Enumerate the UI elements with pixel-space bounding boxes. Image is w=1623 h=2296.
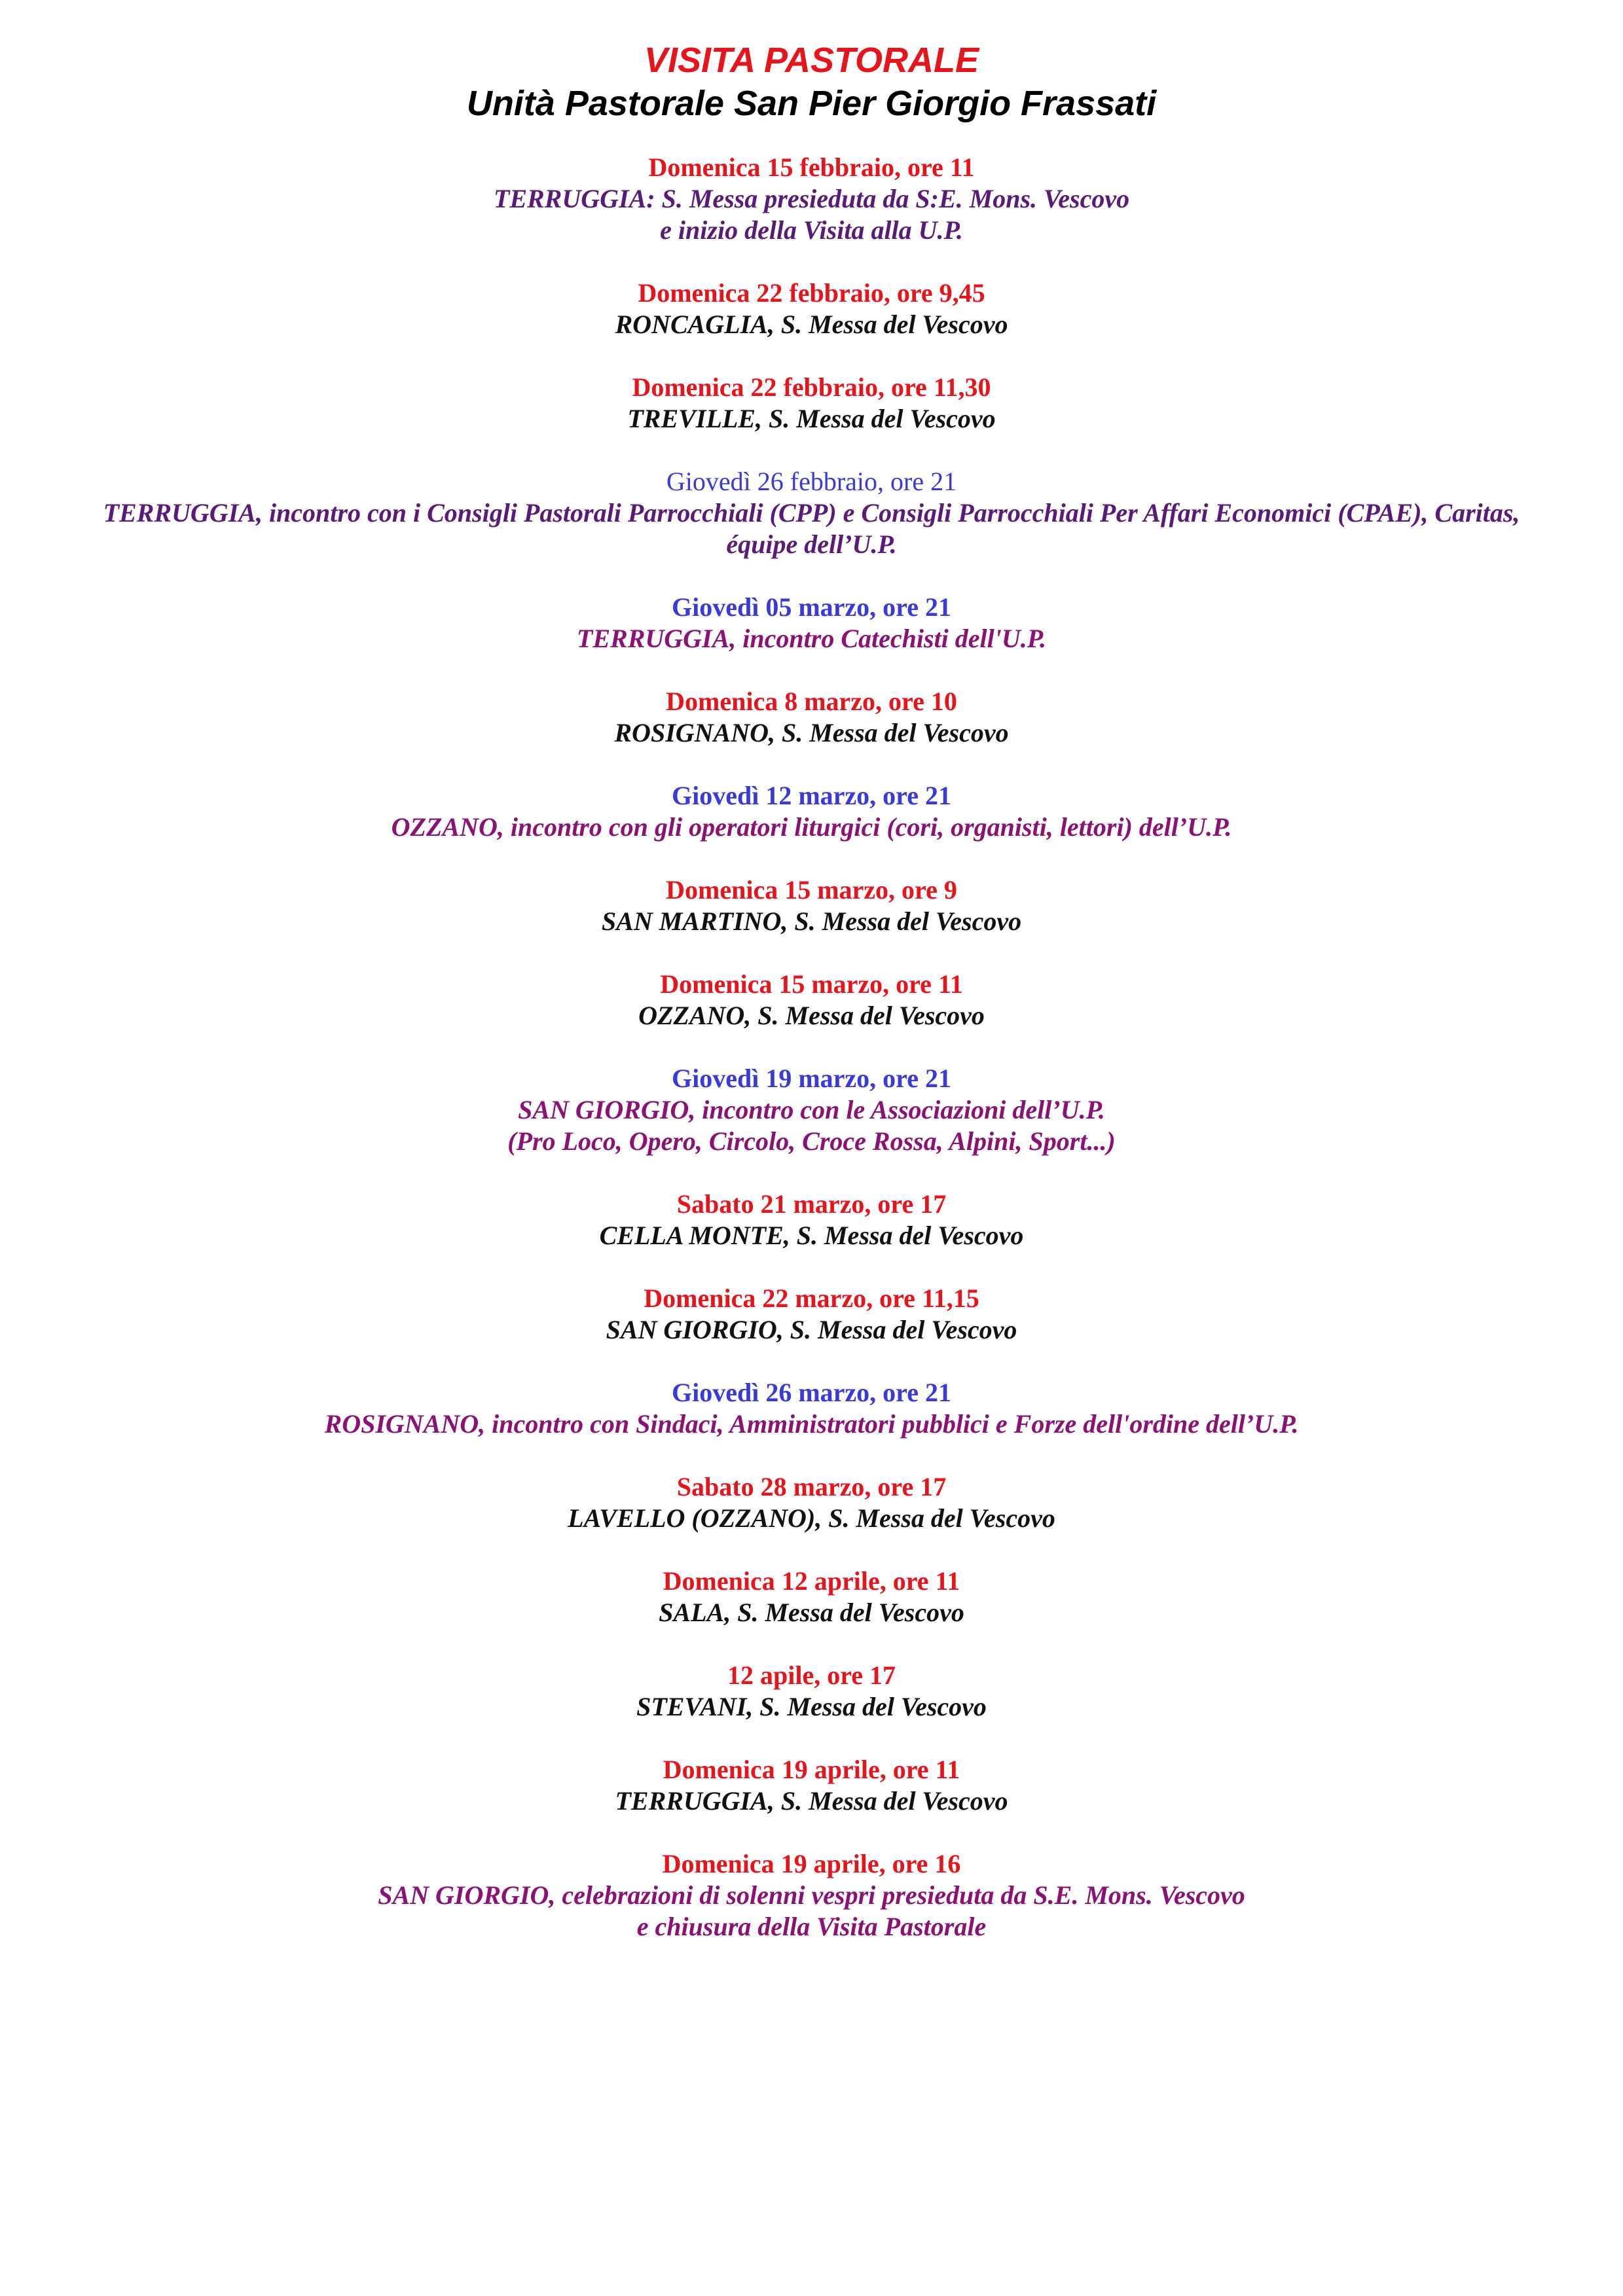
event-item	[0, 874, 1623, 937]
document-subtitle: Unità Pastorale San Pier Giorgio Frassati	[466, 84, 1157, 123]
event-item	[0, 1283, 1623, 1346]
event-description-line: SAN GIORGIO, S. Messa del Vescovo	[606, 1315, 1017, 1344]
event-item	[0, 1566, 1623, 1628]
event-description-line: ROSIGNANO, S. Messa del Vescovo	[614, 718, 1009, 747]
event-description	[0, 717, 1623, 749]
event-description	[0, 1408, 1623, 1440]
event-description	[0, 1220, 1623, 1251]
event-description	[0, 497, 1623, 560]
event-date-time: Domenica 12 aprile, ore 11	[663, 1566, 960, 1596]
event-item	[0, 969, 1623, 1031]
event-description	[0, 812, 1623, 843]
event-date-time: Domenica 22 marzo, ore 11,15	[644, 1283, 979, 1313]
event-date-time: Domenica 19 aprile, ore 16	[662, 1849, 961, 1878]
event-description-line: LAVELLO (OZZANO), S. Messa del Vescovo	[568, 1503, 1055, 1533]
event-description-line: TREVILLE, S. Messa del Vescovo	[627, 404, 996, 433]
event-description	[0, 1503, 1623, 1534]
event-description	[0, 403, 1623, 435]
event-item	[0, 1471, 1623, 1534]
event-list	[0, 152, 1623, 1974]
event-description	[0, 1314, 1623, 1346]
event-description	[0, 1094, 1623, 1157]
event-description	[0, 1000, 1623, 1031]
event-date-time: Giovedì 26 febbraio, ore 21	[666, 467, 957, 496]
event-item	[0, 592, 1623, 655]
event-description	[0, 906, 1623, 937]
event-description-line: SAN MARTINO, S. Messa del Vescovo	[601, 906, 1022, 936]
event-item	[0, 278, 1623, 340]
event-description-line: (Pro Loco, Opero, Circolo, Croce Rossa, Alpini, Sport...)	[507, 1126, 1116, 1156]
event-item	[0, 466, 1623, 560]
event-description	[0, 1880, 1623, 1943]
event-date-time: Giovedì 12 marzo, ore 21	[672, 781, 951, 810]
event-date-time: Domenica 15 febbraio, ore 11	[648, 152, 975, 182]
event-description-line: TERRUGGIA, S. Messa del Vescovo	[615, 1786, 1008, 1816]
event-description-line: e inizio della Visita alla U.P.	[660, 215, 963, 245]
event-description	[0, 309, 1623, 340]
event-description-line: SALA, S. Messa del Vescovo	[659, 1598, 964, 1627]
event-item	[0, 1063, 1623, 1157]
event-item	[0, 372, 1623, 435]
event-date-time: Giovedì 19 marzo, ore 21	[672, 1064, 951, 1093]
event-date-time: Domenica 19 aprile, ore 11	[663, 1755, 960, 1784]
event-date-time: Domenica 15 marzo, ore 9	[666, 875, 957, 905]
event-description	[0, 1597, 1623, 1628]
event-item	[0, 1754, 1623, 1817]
event-item	[0, 1660, 1623, 1723]
event-description	[0, 623, 1623, 655]
event-description	[0, 1691, 1623, 1723]
event-item	[0, 152, 1623, 246]
event-description-line: TERRUGGIA, incontro Catechisti dell'U.P.	[576, 624, 1047, 653]
event-date-time: Domenica 15 marzo, ore 11	[660, 969, 963, 999]
event-item	[0, 686, 1623, 749]
event-date-time: Sabato 21 marzo, ore 17	[676, 1189, 947, 1219]
event-description-line: STEVANI, S. Messa del Vescovo	[636, 1692, 987, 1721]
event-description	[0, 1785, 1623, 1817]
event-date-time: Domenica 22 febbraio, ore 9,45	[638, 278, 985, 308]
event-date-time: Giovedì 05 marzo, ore 21	[672, 592, 951, 622]
event-item	[0, 1189, 1623, 1251]
event-description-line: e chiusura della Visita Pastorale	[636, 1912, 987, 1941]
event-description-line: équipe dell’U.P.	[726, 529, 897, 559]
event-date-time: Giovedì 26 marzo, ore 21	[672, 1378, 951, 1407]
event-description-line: TERRUGGIA, incontro con i Consigli Pastorali Parrocchiali (CPP) e Consigli Parrocchiali Per Affari Economici (CPAE), Caritas,	[103, 498, 1520, 528]
event-date-time: Domenica 22 febbraio, ore 11,30	[632, 372, 991, 402]
event-item	[0, 1848, 1623, 1943]
event-date-time: Sabato 28 marzo, ore 17	[676, 1472, 947, 1501]
event-description-line: CELLA MONTE, S. Messa del Vescovo	[599, 1221, 1024, 1250]
event-description-line: TERRUGGIA: S. Messa presieduta da S:E. Mons. Vescovo	[493, 184, 1130, 213]
event-description	[0, 183, 1623, 246]
event-description-line: ROSIGNANO, incontro con Sindaci, Amministratori pubblici e Forze dell'ordine dell’U.P.	[324, 1409, 1299, 1439]
event-item	[0, 780, 1623, 843]
event-date-time: 12 apile, ore 17	[727, 1660, 896, 1690]
event-description-line: SAN GIORGIO, celebrazioni di solenni vespri presieduta da S.E. Mons. Vescovo	[378, 1880, 1245, 1910]
document-title: VISITA PASTORALE	[644, 41, 979, 80]
event-date-time: Domenica 8 marzo, ore 10	[666, 687, 957, 716]
event-description-line: OZZANO, S. Messa del Vescovo	[638, 1001, 985, 1030]
event-description-line: OZZANO, incontro con gli operatori liturgici (cori, organisti, lettori) dell’U.P.	[391, 812, 1232, 842]
event-description-line: SAN GIORGIO, incontro con le Associazioni dell’U.P.	[518, 1095, 1105, 1124]
event-item	[0, 1377, 1623, 1440]
event-description-line: RONCAGLIA, S. Messa del Vescovo	[615, 310, 1008, 339]
